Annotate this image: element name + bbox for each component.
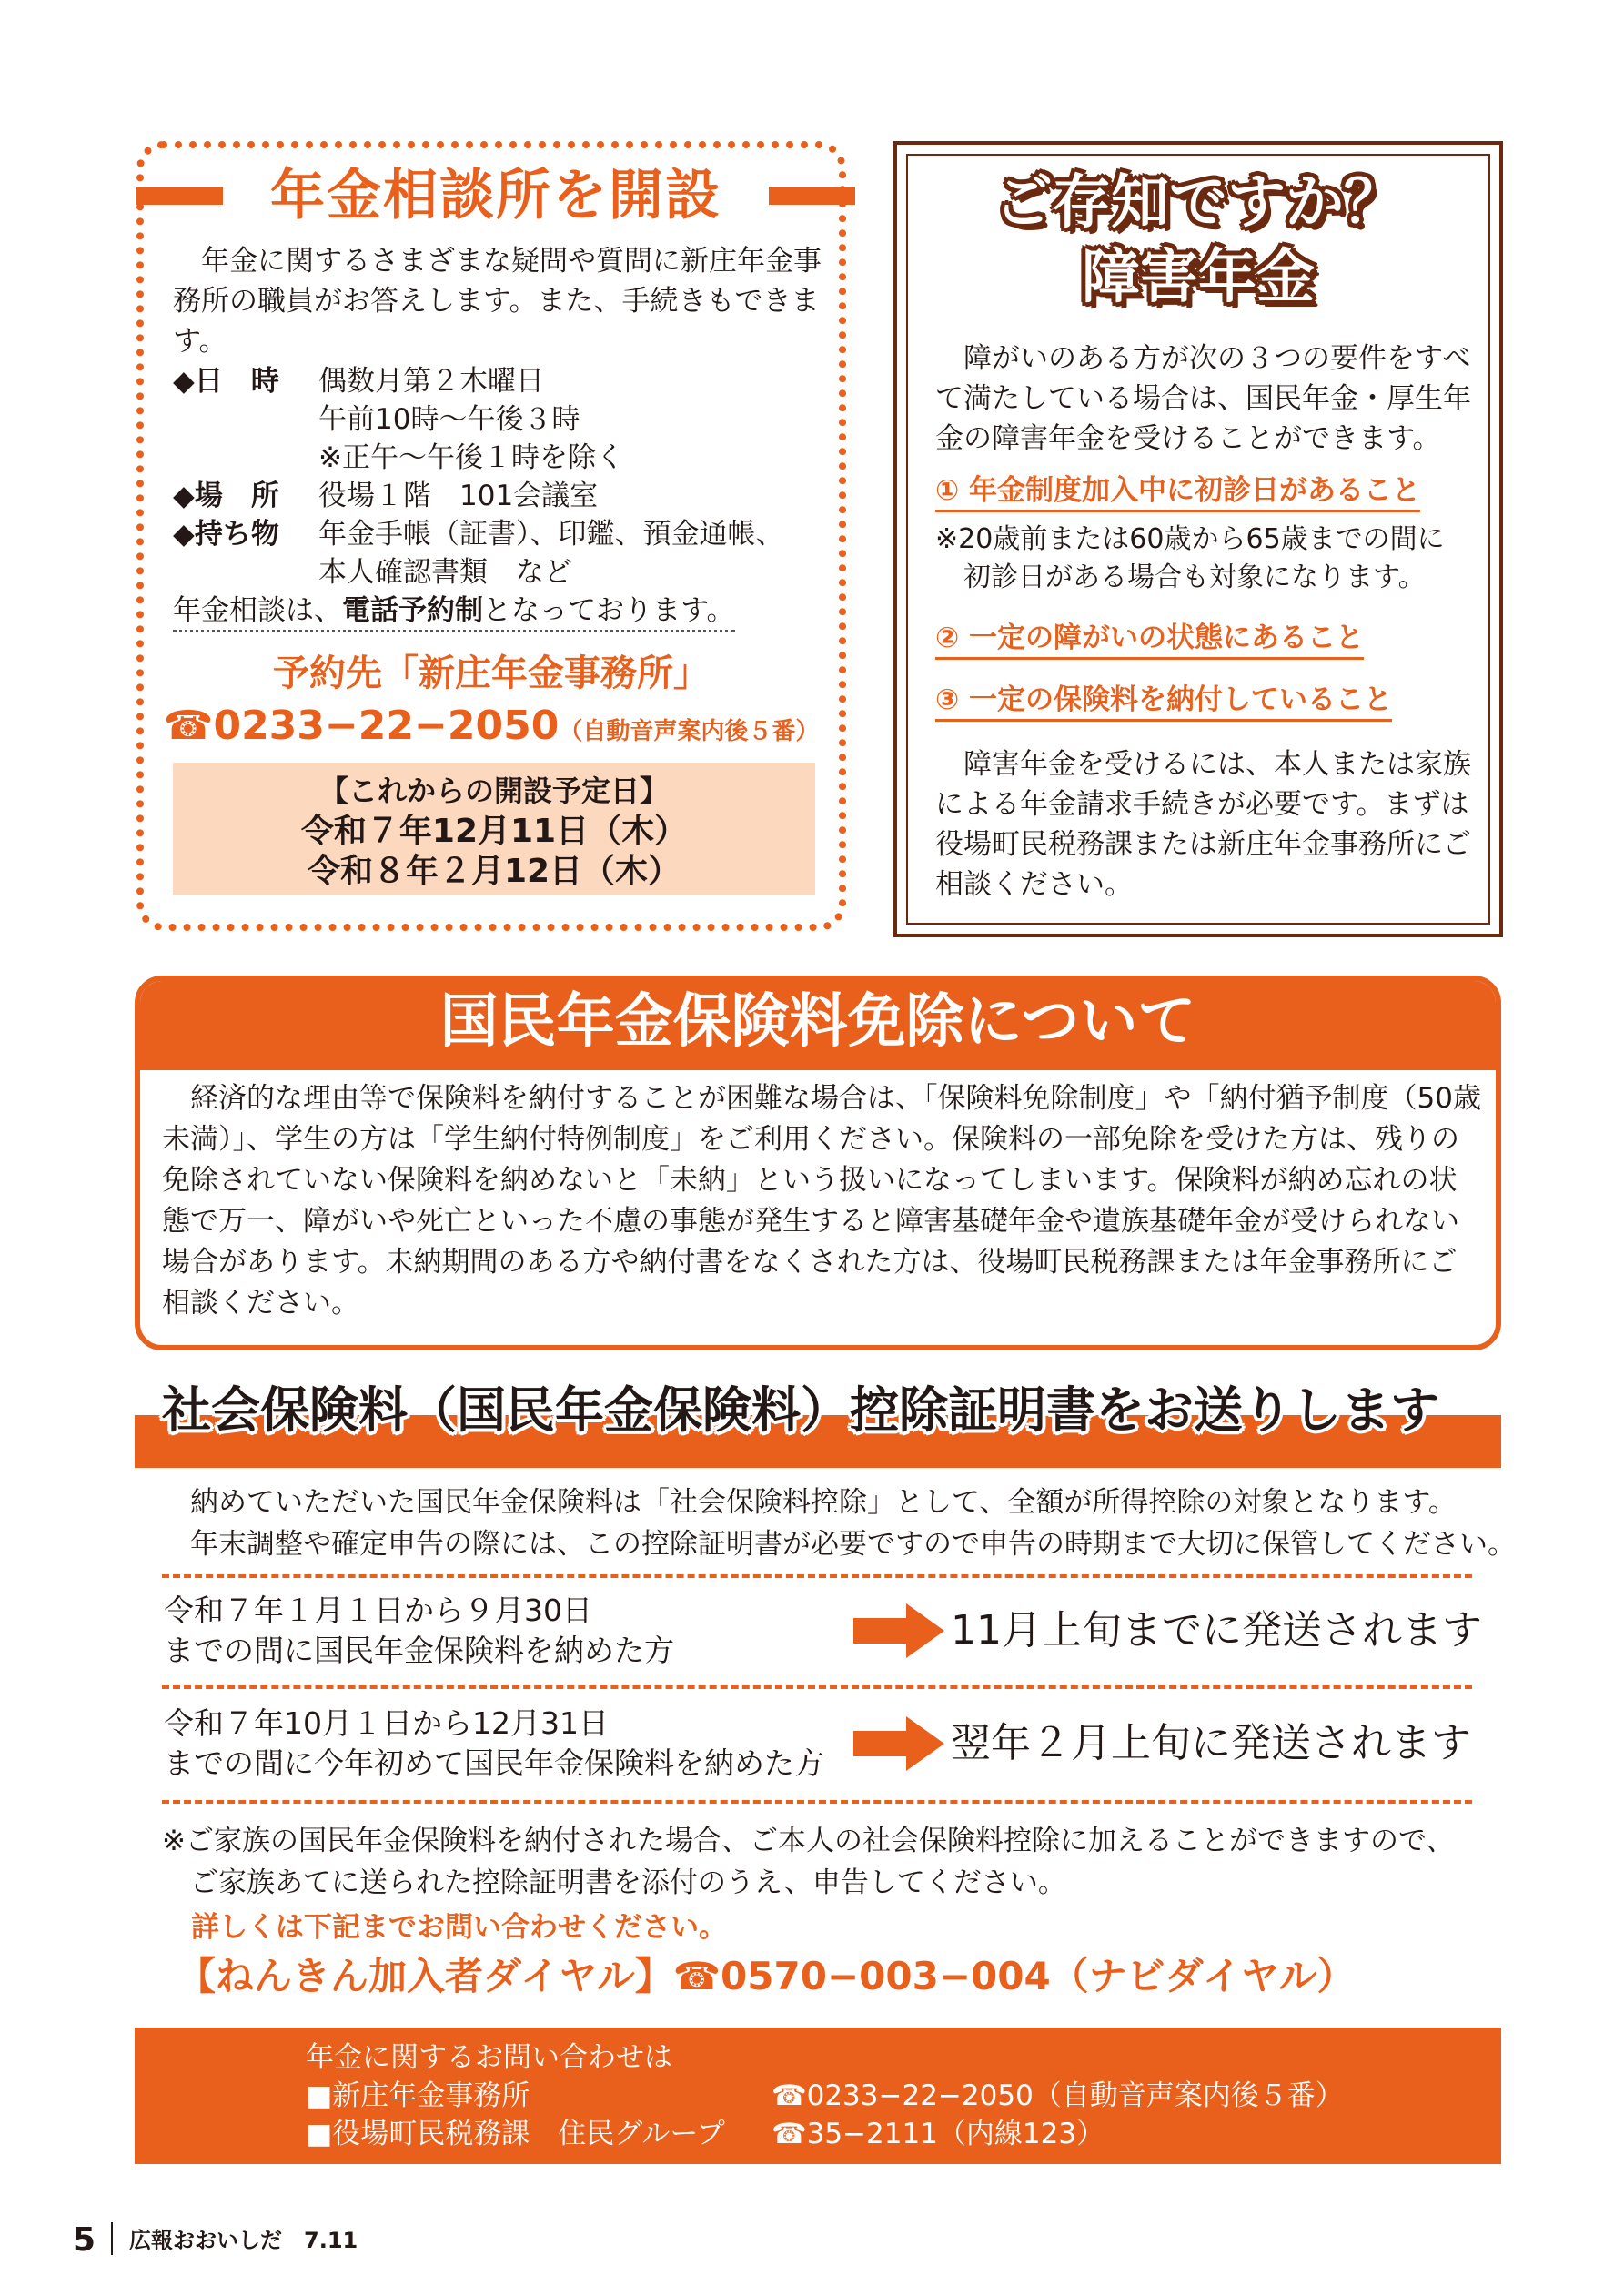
detail-place	[173, 477, 599, 515]
certificate-row-2-result: 翌年２月上旬に発送されます	[951, 1720, 1471, 1766]
detail-line: 午前10時〜午後３時	[318, 403, 580, 436]
dashed-divider	[162, 1800, 1472, 1804]
contact-office-1-phone: ☎0233−22−2050（自動音声案内後５番）	[772, 2079, 1344, 2112]
detail-line: 年金手帳（証書）、印鑑、預金通帳、	[318, 518, 784, 551]
exemption-body: 経済的な理由等で保険料を納付することが困難な場合は、「保険料免除制度」や「納付猶予制度（50歳未満）」、学生の方は「学生納付特例制度」をご利用ください。保険料の一部免除を受けた方は、残りの免除されていない保険料を納めないと「未納」という扱いになってしまいます。保険料が納め忘れの状態で万一、障がいや死亡といった不慮の事態が発生すると障害基礎年金や遺族基礎年金が受けられない場合があります。未納期間のある方や納付書をなくされた方は、役場町民税務課または年金事務所にご相談ください。	[162, 1082, 1481, 1320]
note-line: ※20歳前または60歳から65歳までの間に	[935, 523, 1445, 555]
certificate-note	[162, 1820, 1499, 1904]
detail-label: ◆場 所	[173, 480, 279, 512]
detail-line: 役場１階 101会議室	[318, 480, 599, 512]
intro-line: 納めていただいた国民年金保険料は「社会保険料控除」として、全額が所得控除の対象となります。	[190, 1486, 1457, 1519]
pension-dial: 【ねんきん加入者ダイヤル】☎0570−003−004（ナビダイヤル）	[177, 1954, 1356, 1998]
dashed-divider	[162, 1574, 1472, 1578]
requirement-1-note	[935, 521, 1481, 597]
certificate-title: 社会保険料（国民年金保険料）控除証明書をお送りします	[162, 1381, 1439, 1439]
condition-line: 令和７年10月１日から12月31日	[164, 1705, 609, 1741]
arrow-right-icon	[853, 1716, 944, 1771]
intro-line: 年末調整や確定申告の際には、この控除証明書が必要ですので申告の時期まで大切に保管してください。	[190, 1528, 1516, 1561]
schedule-date: 令和７年12月11日（木）	[300, 813, 688, 850]
contact-office-1: ■新庄年金事務所	[306, 2079, 530, 2112]
requirement-3: ③ 一定の保険料を納付していること	[935, 681, 1392, 722]
note-prefix: 年金相談は、	[173, 594, 342, 627]
detail-value	[318, 515, 784, 592]
condition-line: までの間に今年初めて国民年金保険料を納めた方	[164, 1745, 824, 1781]
schedule-box	[173, 763, 815, 895]
page-number: 5	[73, 2221, 96, 2259]
note-line: 初診日がある場合も対象になります。	[963, 561, 1426, 593]
detail-line: ※正午〜午後１時を除く	[318, 441, 624, 474]
certificate-row-2-condition	[164, 1704, 824, 1784]
certificate-row-1-condition	[164, 1591, 674, 1671]
note-bold: 電話予約制	[342, 594, 483, 627]
publication-name: 広報おおいしだ 7.11	[129, 2228, 358, 2253]
requirement-1: ① 年金制度加入中に初診日があること	[935, 471, 1420, 512]
contact-office-2-phone: ☎35−2111（内線123）	[772, 2118, 1105, 2150]
certificate-row-1-result: 11月上旬までに発送されます	[951, 1607, 1482, 1654]
detail-label: ◆日 時	[173, 365, 279, 398]
note-line: ※ご家族の国民年金保険料を納付された場合、ご本人の社会保険料控除に加えることができますので、	[162, 1825, 1455, 1857]
requirement-2: ② 一定の障がいの状態にあること	[935, 619, 1364, 660]
exemption-title: 国民年金保険料免除について	[439, 988, 1196, 1056]
contact-title: 年金に関するお問い合わせは	[306, 2041, 672, 2074]
detail-line: 本人確認書類 など	[318, 556, 572, 589]
phone-note: （自動音声案内後５番）	[559, 718, 820, 745]
consultation-intro: 年金に関するさまざまな疑問や質問に新庄年金事務所の職員がお答えします。また、手続きもできます。	[173, 245, 822, 358]
reservation-note	[173, 592, 735, 632]
detail-belongings	[173, 515, 784, 589]
certificate-intro	[162, 1482, 1516, 1565]
arrow-right-icon	[853, 1603, 944, 1658]
dashed-divider	[162, 1685, 1472, 1689]
note-line: ご家族あてに送られた控除証明書を添付のうえ、申告してください。	[190, 1866, 1066, 1899]
contact-office-2: ■役場町民税務課 住民グループ	[306, 2118, 725, 2150]
condition-line: までの間に国民年金保険料を納めた方	[164, 1633, 674, 1668]
contact-box	[135, 2028, 1501, 2164]
disability-outro: 障害年金を受けるには、本人または家族による年金請求手続きが必要です。まずは役場町民税務課または新庄年金事務所にご相談ください。	[935, 748, 1471, 901]
condition-line: 令和７年１月１日から９月30日	[164, 1593, 592, 1628]
schedule-date: 令和８年２月12日（木）	[307, 853, 681, 890]
disability-title-line2: 障害年金	[1082, 244, 1315, 311]
disability-intro: 障がいのある方が次の３つの要件をすべて満たしている場合は、国民年金・厚生年金の障害年金を受けることができます。	[935, 342, 1471, 455]
note-suffix: となっております。	[483, 594, 735, 627]
inquiry-label: 詳しくは下記までお問い合わせください。	[191, 1911, 727, 1944]
detail-line: 偶数月第２木曜日	[318, 365, 544, 398]
phone-number: ☎0233−22−2050	[163, 703, 560, 749]
consultation-title: 年金相談所を開設	[223, 159, 769, 232]
reservation-phone	[136, 701, 846, 757]
reservation-label: 予約先「新庄年金事務所」	[273, 652, 710, 694]
detail-label: ◆持ち物	[173, 518, 279, 551]
schedule-heading: 【これからの開設予定日】	[318, 774, 669, 808]
disability-title-line1: ご存知ですか？	[994, 169, 1402, 237]
detail-value	[318, 362, 624, 477]
detail-datetime	[173, 362, 624, 474]
footer-separator	[111, 2222, 113, 2255]
